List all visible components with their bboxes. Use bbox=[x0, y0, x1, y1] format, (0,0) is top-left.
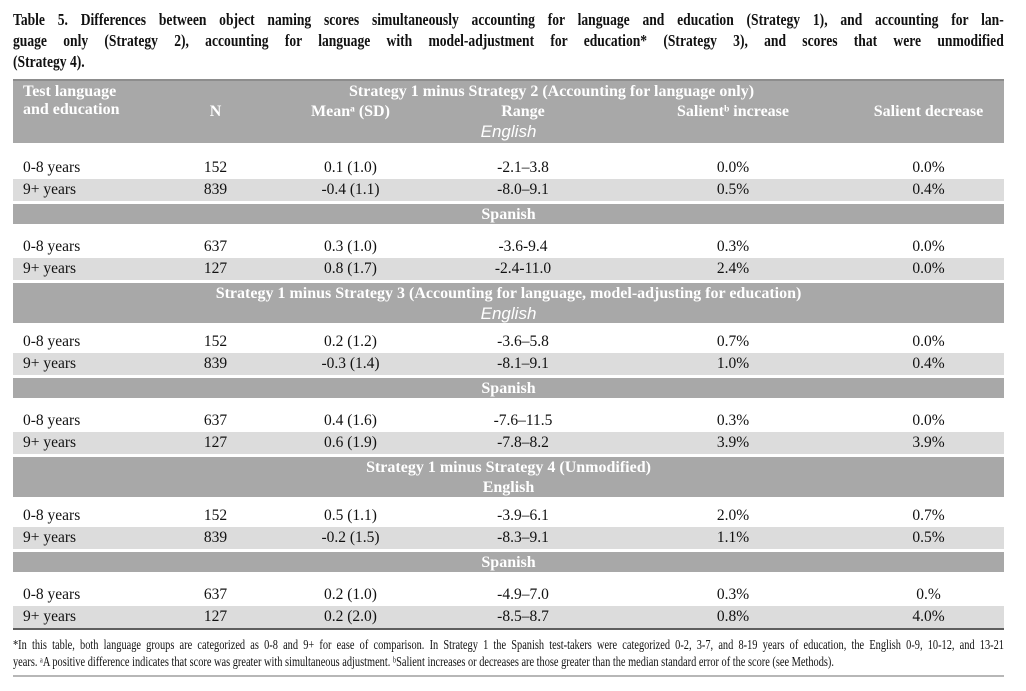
banner-strategy-2: Strategy 1 minus Strategy 3 (Accounting for language, model-adjusting for education) bbox=[215, 285, 802, 302]
cell-range: -2.4-11.0 bbox=[433, 258, 613, 280]
caption-line-2: guage only (Strategy 2), accounting for language with model-adjustment for education* (Strategy 3), and scores that were unmodified bbox=[13, 31, 1004, 50]
cell-range: -8.3–9.1 bbox=[433, 527, 613, 549]
table-row bbox=[13, 606, 1004, 629]
cell-salient-decrease: 0.4% bbox=[853, 353, 1004, 375]
table-row bbox=[13, 584, 1004, 606]
cell-salient-decrease: 0.0% bbox=[912, 238, 945, 255]
footnote-line-1: *In this table, both language groups are categorized as 0-8 and 9+ for ease of comparison. In Strategy 1 the Spanish test-takers were categorized 0-2, 3-7, and 8-19 years of education, the English 0-9, 10-12, and 13-21 bbox=[13, 637, 1004, 652]
header-col1-line2: and education bbox=[23, 101, 120, 118]
cell-salient-decrease: 4.0% bbox=[853, 606, 1004, 629]
cell-label: 0-8 years bbox=[23, 238, 81, 255]
cell-range: -8.1–9.1 bbox=[433, 353, 613, 375]
section-banner bbox=[13, 283, 1004, 323]
cell-n: 637 bbox=[203, 412, 228, 429]
cell-range: -7.6–11.5 bbox=[493, 412, 553, 429]
row-spacer bbox=[13, 143, 1004, 157]
cell-n: 152 bbox=[203, 159, 228, 176]
cell-mean-sd: 0.1 (1.0) bbox=[324, 159, 377, 176]
cell-label: 9+ years bbox=[13, 179, 163, 201]
cell-salient-increase: 0.0% bbox=[716, 159, 750, 176]
cell-salient-increase: 1.1% bbox=[613, 527, 853, 549]
banner-strategy-3: Strategy 1 minus Strategy 4 (Unmodified) bbox=[366, 459, 651, 476]
table-header bbox=[13, 80, 1004, 143]
cell-label: 0-8 years bbox=[23, 412, 81, 429]
banner-language-english-3: English bbox=[482, 479, 535, 496]
cell-label: 9+ years bbox=[13, 527, 163, 549]
cell-label: 9+ years bbox=[13, 606, 163, 629]
cell-range: -7.8–8.2 bbox=[433, 432, 613, 454]
cell-mean-sd: 0.2 (1.2) bbox=[324, 333, 377, 350]
banner-language-english-2: English bbox=[480, 304, 537, 323]
cell-salient-increase: 0.3% bbox=[716, 238, 750, 255]
header-col1-line1: Test language bbox=[23, 83, 117, 100]
footnote-line-2: years. ᵃA positive difference indicates that score was greater with simultaneous adjustment. ᵇSalient increases or decreases are those greater than the median standard error of the score (see Methods). bbox=[13, 653, 834, 669]
table-row bbox=[13, 432, 1004, 454]
cell-label: 0-8 years bbox=[23, 333, 81, 350]
cell-range: -3.6-9.4 bbox=[498, 238, 548, 255]
footnotes bbox=[13, 637, 1004, 670]
paper-table-page bbox=[0, 9, 1026, 677]
cell-salient-decrease: 0.7% bbox=[912, 507, 945, 524]
header-col-range: Range bbox=[433, 102, 613, 122]
section-banner bbox=[13, 204, 1004, 224]
cell-n: 839 bbox=[163, 179, 268, 201]
cell-n: 152 bbox=[203, 333, 228, 350]
row-spacer bbox=[13, 497, 1004, 505]
cell-salient-decrease: 0.0% bbox=[912, 159, 945, 176]
section-banner bbox=[13, 457, 1004, 497]
cell-mean-sd: 0.5 (1.1) bbox=[324, 507, 377, 524]
cell-salient-decrease: 3.9% bbox=[853, 432, 1004, 454]
banner-language-spanish-3: Spanish bbox=[481, 554, 536, 571]
footnotes-text bbox=[13, 637, 1004, 670]
header-col-salient-decrease: Salient decrease bbox=[853, 102, 1004, 122]
header-col-n: N bbox=[163, 102, 268, 122]
cell-n: 127 bbox=[163, 432, 268, 454]
cell-mean-sd: 0.3 (1.0) bbox=[324, 238, 377, 255]
cell-mean-sd: -0.3 (1.4) bbox=[268, 353, 433, 375]
cell-range: -3.9–6.1 bbox=[497, 507, 549, 524]
cell-salient-decrease: 0.% bbox=[916, 586, 941, 603]
table-row bbox=[13, 331, 1004, 353]
cell-range: -2.1–3.8 bbox=[497, 159, 549, 176]
banner-language-spanish-1: Spanish bbox=[481, 206, 536, 223]
table-row bbox=[13, 527, 1004, 549]
cell-mean-sd: -0.4 (1.1) bbox=[268, 179, 433, 201]
cell-salient-decrease: 0.4% bbox=[853, 179, 1004, 201]
cell-salient-increase: 2.4% bbox=[613, 258, 853, 280]
row-spacer bbox=[13, 323, 1004, 331]
results-table bbox=[13, 79, 1004, 630]
cell-range: -4.9–7.0 bbox=[497, 586, 549, 603]
cell-salient-decrease: 0.0% bbox=[912, 333, 945, 350]
section-banner bbox=[13, 552, 1004, 572]
cell-mean-sd: 0.2 (1.0) bbox=[324, 586, 377, 603]
cell-n: 839 bbox=[163, 353, 268, 375]
row-spacer bbox=[13, 224, 1004, 236]
header-col-mean-sd: Meanᵃ (SD) bbox=[268, 102, 433, 122]
table-caption bbox=[13, 9, 1004, 72]
cell-salient-increase: 0.8% bbox=[613, 606, 853, 629]
table-row bbox=[13, 258, 1004, 280]
cell-salient-increase: 2.0% bbox=[716, 507, 750, 524]
cell-range: -8.0–9.1 bbox=[433, 179, 613, 201]
table-row bbox=[13, 505, 1004, 527]
table-row bbox=[13, 236, 1004, 258]
cell-salient-increase: 0.3% bbox=[716, 586, 750, 603]
banner-strategy-1: Strategy 1 minus Strategy 2 (Accounting for language only) bbox=[163, 80, 1004, 102]
banner-language-english-1: English bbox=[13, 122, 1004, 143]
cell-salient-increase: 1.0% bbox=[613, 353, 853, 375]
cell-range: -8.5–8.7 bbox=[433, 606, 613, 629]
table-body bbox=[13, 143, 1004, 629]
cell-mean-sd: 0.6 (1.9) bbox=[268, 432, 433, 454]
cell-n: 637 bbox=[203, 238, 228, 255]
table-caption-text bbox=[13, 9, 1004, 72]
table-row bbox=[13, 179, 1004, 201]
cell-label: 0-8 years bbox=[23, 507, 81, 524]
cell-label: 9+ years bbox=[13, 432, 163, 454]
cell-salient-increase: 0.7% bbox=[716, 333, 750, 350]
banner-language-spanish-2: Spanish bbox=[481, 380, 536, 397]
header-row-strategy bbox=[13, 80, 1004, 102]
cell-n: 152 bbox=[203, 507, 228, 524]
cell-label: 9+ years bbox=[13, 353, 163, 375]
header-row-language bbox=[13, 122, 1004, 143]
header-col-salient-increase: Salientᵇ increase bbox=[613, 102, 853, 122]
cell-salient-decrease: 0.0% bbox=[853, 258, 1004, 280]
cell-label: 0-8 years bbox=[23, 586, 81, 603]
cell-salient-increase: 3.9% bbox=[613, 432, 853, 454]
cell-n: 839 bbox=[163, 527, 268, 549]
cell-salient-increase: 0.3% bbox=[716, 412, 750, 429]
cell-n: 127 bbox=[163, 258, 268, 280]
cell-n: 127 bbox=[163, 606, 268, 629]
cell-label: 0-8 years bbox=[23, 159, 81, 176]
table-row bbox=[13, 353, 1004, 375]
table-row bbox=[13, 410, 1004, 432]
cell-label: 9+ years bbox=[13, 258, 163, 280]
cell-mean-sd: 0.4 (1.6) bbox=[324, 412, 377, 429]
cell-salient-decrease: 0.5% bbox=[853, 527, 1004, 549]
cell-mean-sd: 0.2 (2.0) bbox=[268, 606, 433, 629]
caption-line-1: Table 5. Differences between object naming scores simultaneously accounting for language and education (Strategy 1), and accounting for lan- bbox=[13, 10, 1004, 29]
row-spacer bbox=[13, 572, 1004, 584]
cell-salient-increase: 0.5% bbox=[613, 179, 853, 201]
header-col-test-language bbox=[13, 80, 163, 122]
caption-line-3: (Strategy 4). bbox=[13, 52, 85, 71]
cell-mean-sd: -0.2 (1.5) bbox=[268, 527, 433, 549]
section-banner bbox=[13, 378, 1004, 398]
cell-n: 637 bbox=[203, 586, 228, 603]
cell-mean-sd: 0.8 (1.7) bbox=[268, 258, 433, 280]
table-row bbox=[13, 157, 1004, 179]
bottom-rule bbox=[13, 675, 1004, 677]
cell-salient-decrease: 0.0% bbox=[912, 412, 945, 429]
row-spacer bbox=[13, 398, 1004, 410]
cell-range: -3.6–5.8 bbox=[497, 333, 549, 350]
